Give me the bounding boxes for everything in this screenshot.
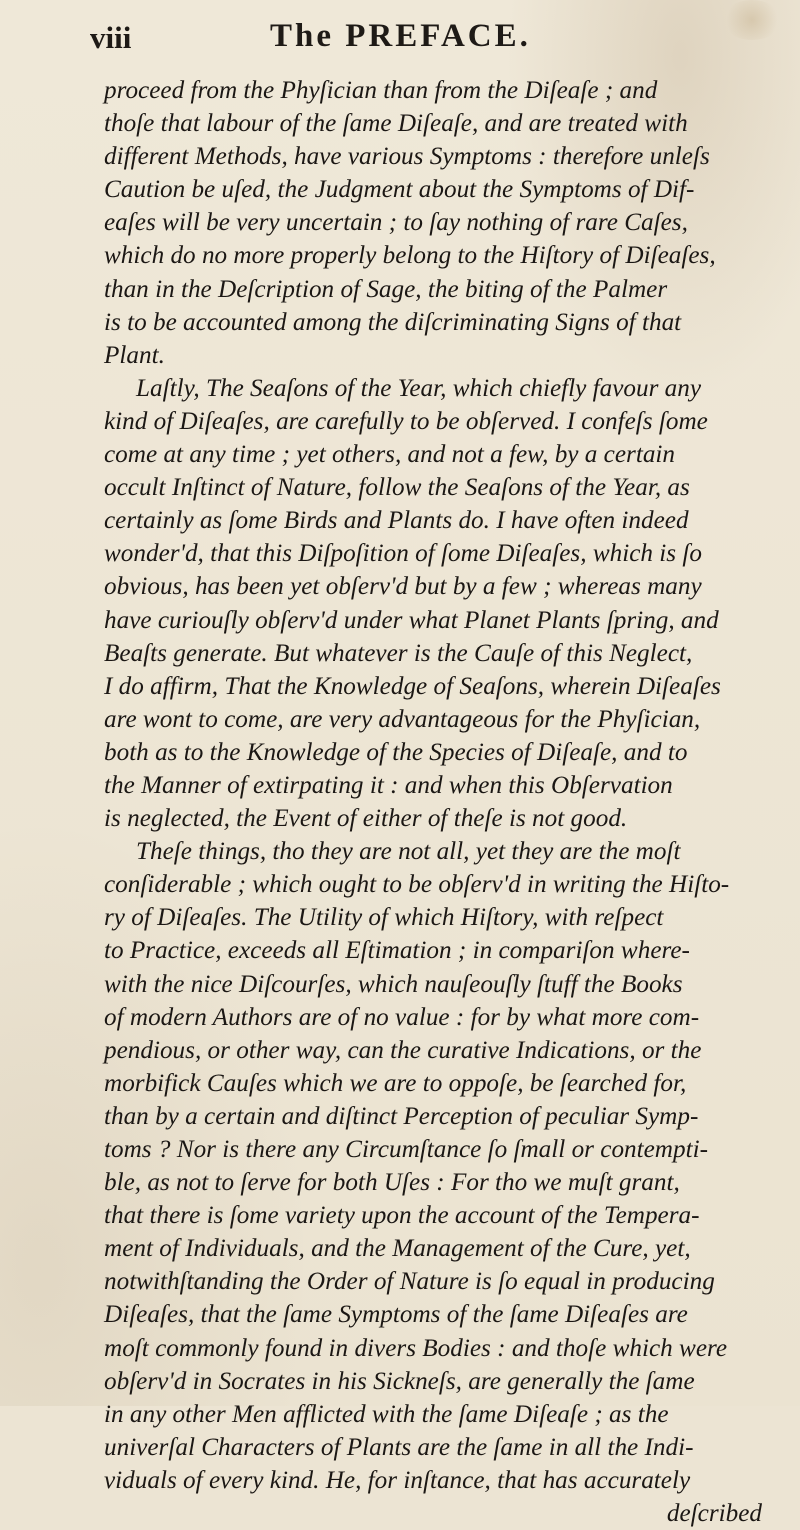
text-line: obſerv'd in Socrates in his Sickneſs, are generally the ſame [104, 1367, 695, 1395]
text-line: are wont to come, are very advantageous for the Phyſician, [104, 705, 701, 733]
text-line: of modern Authors are of no value : for by what more com- [104, 1003, 700, 1031]
text-line: kind of Diſeaſes, are carefully to be obſerved. I confeſs ſome [104, 407, 708, 435]
text-line: the Manner of extirpating it : and when this Obſervation [104, 771, 673, 799]
paragraph-start-line: Laſtly, The Seaſons of the Year, which chiefly favour any [136, 374, 702, 402]
text-line: Diſeaſes, that the ſame Symptoms of the ſame Diſeaſes are [104, 1301, 688, 1329]
text-line: proceed from the Phyſician than from the Diſeaſe ; and [104, 77, 658, 104]
text-line: certainly as ſome Birds and Plants do. I have often indeed [104, 507, 689, 535]
body-text [104, 74, 770, 1530]
text-line: is neglected, the Event of either of theſe is not good. [104, 805, 628, 833]
text-line: obvious, has been yet obſerv'd but by a few ; whereas many [104, 573, 702, 601]
text-line: morbifick Cauſes which we are to oppoſe, be ſearched for, [104, 1069, 687, 1097]
text-line: than in the Deſcription of Sage, the biting of the Palmer [104, 275, 668, 303]
running-head: The PREFACE. [270, 18, 531, 54]
text-line: in any other Men afflicted with the ſame Diſeaſe ; as the [104, 1400, 669, 1428]
text-line: than by a certain and diſtinct Perception of peculiar Symp- [104, 1102, 699, 1130]
text-line: univerſal Characters of Plants are the ſame in all the Indi- [104, 1433, 694, 1461]
paragraph-start-line: Theſe things, tho they are not all, yet they are the moſt [136, 838, 681, 866]
text-line: that there is ſome variety upon the account of the Tempera- [104, 1202, 700, 1230]
page-header [90, 8, 750, 66]
text-line: toms ? Nor is there any Circumſtance ſo ſmall or contempti- [104, 1136, 708, 1163]
text-line: come at any time ; yet others, and not a few, by a certain [104, 441, 676, 469]
text-line: with the nice Diſcourſes, which nauſeouſly ſtuff the Books [104, 970, 683, 998]
text-line: Caution be uſed, the Judgment about the Symptoms of Dif- [104, 176, 695, 204]
text-line: both as to the Knowledge of the Species of Diſeaſe, and to [104, 738, 688, 766]
text-line: which do no more properly belong to the Hiſtory of Diſeaſes, [104, 242, 716, 270]
text-line: ry of Diſeaſes. The Utility of which Hiſtory, with reſpect [104, 904, 664, 932]
text-line: to Practice, exceeds all Eſtimation ; in compariſon where- [104, 937, 690, 965]
text-line: ble, as not to ſerve for both Uſes : For tho we muſt grant, [104, 1169, 680, 1197]
text-line: wonder'd, that this Diſpoſition of ſome Diſeaſes, which is ſo [104, 540, 702, 568]
text-line: I do affirm, That the Knowledge of Seaſons, wherein Diſeaſes [104, 672, 721, 700]
text-line: occult Inſtinct of Nature, follow the Seaſons of the Year, as [104, 474, 690, 502]
text-line: ment of Individuals, and the Management of the Cure, yet, [104, 1235, 691, 1263]
text-line: Beaſts generate. But whatever is the Cauſe of this Neglect, [104, 639, 693, 667]
text-line: moſt commonly found in divers Bodies : and thoſe which were [104, 1334, 728, 1362]
text-line: viduals of every kind. He, for inſtance, that has accurately [104, 1466, 691, 1494]
text-line: notwithſtanding the Order of Nature is ſo equal in producing [104, 1268, 715, 1296]
text-line: conſiderable ; which ought to be obſerv'd in writing the Hiſto- [104, 871, 730, 899]
catchword: deſcribed [666, 1500, 762, 1528]
text-line: thoſe that labour of the ſame Diſeaſe, and are treated with [104, 110, 688, 138]
text-line: eaſes will be very uncertain ; to ſay nothing of rare Caſes, [104, 209, 688, 237]
text-line: is to be accounted among the diſcriminating Signs of that [104, 308, 682, 336]
text-line: Plant. [104, 341, 165, 369]
text-line: different Methods, have various Symptoms : therefore unleſs [104, 143, 710, 171]
text-line: have curiouſly obſerv'd under what Planet Plants ſpring, and [104, 606, 719, 634]
text-line: pendious, or other way, can the curative Indications, or the [104, 1036, 702, 1064]
page-number: viii [90, 20, 132, 55]
